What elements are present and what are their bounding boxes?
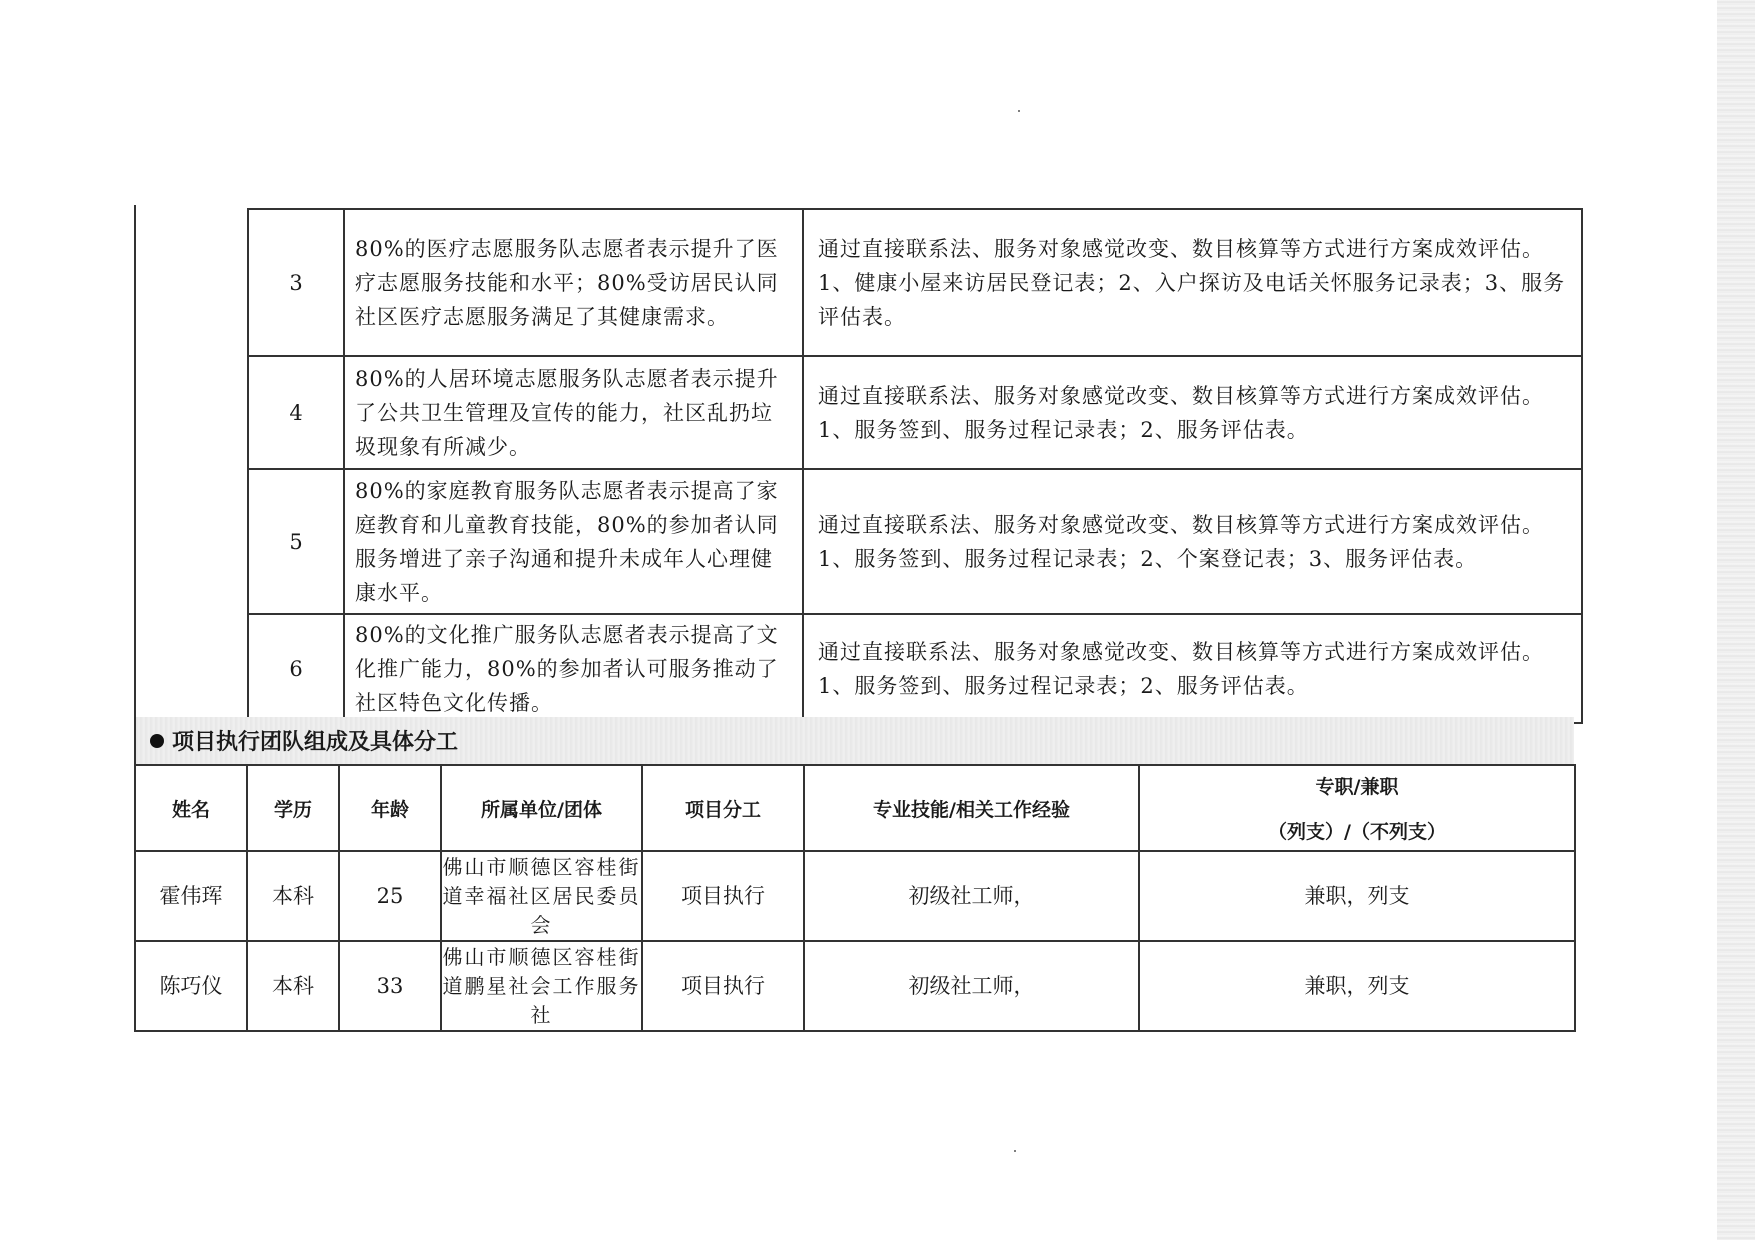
row-number: 5 [248, 469, 344, 614]
header-fulltime-top: 专职/兼职 [1315, 776, 1399, 798]
member-fulltime: 兼职，列支 [1139, 941, 1575, 1031]
outcome-description: 80%的家庭教育服务队志愿者表示提高了家庭教育和儿童教育技能，80%的参加者认同服务增进了亲子沟通和提升未成年人心理健康水平。 [344, 469, 803, 614]
bullet-icon [150, 734, 164, 748]
table-row [248, 469, 1582, 614]
member-age: 33 [339, 941, 441, 1031]
header-name: 姓名 [135, 765, 247, 851]
evaluation-method: 通过直接联系法、服务对象感觉改变、数目核算等方式进行方案成效评估。1、服务签到、服务过程记录表；2、服务评估表。 [803, 614, 1582, 723]
header-age: 年龄 [339, 765, 441, 851]
member-unit: 佛山市顺德区容桂街道幸福社区居民委员会 [441, 851, 642, 941]
header-fulltime [1139, 765, 1575, 851]
header-role: 项目分工 [642, 765, 804, 851]
scan-speck [1018, 110, 1020, 112]
outcome-description: 80%的医疗志愿服务队志愿者表示提升了医疗志愿服务技能和水平；80%受访居民认同社区医疗志愿服务满足了其健康需求。 [344, 209, 803, 356]
row-number: 3 [248, 209, 344, 356]
row-number: 4 [248, 356, 344, 469]
member-name: 霍伟珲 [135, 851, 247, 941]
scan-edge-texture [1717, 0, 1755, 1240]
member-education: 本科 [247, 851, 339, 941]
member-role: 项目执行 [642, 851, 804, 941]
header-education: 学历 [247, 765, 339, 851]
table-row [135, 941, 1575, 1031]
team-table [134, 764, 1576, 1032]
member-unit: 佛山市顺德区容桂街道鹏星社会工作服务社 [441, 941, 642, 1031]
evaluation-method: 通过直接联系法、服务对象感觉改变、数目核算等方式进行方案成效评估。1、服务签到、服务过程记录表；2、个案登记表；3、服务评估表。 [803, 469, 1582, 614]
member-role: 项目执行 [642, 941, 804, 1031]
table-row [248, 356, 1582, 469]
section-title: 项目执行团队组成及具体分工 [172, 730, 459, 755]
member-education: 本科 [247, 941, 339, 1031]
member-skills: 初级社工师， [804, 941, 1139, 1031]
row-number: 6 [248, 614, 344, 723]
outcome-description: 80%的文化推广服务队志愿者表示提高了文化推广能力，80%的参加者认可服务推动了社区特色文化传播。 [344, 614, 803, 723]
team-section-header [134, 717, 1574, 764]
table-row [248, 614, 1582, 723]
member-skills: 初级社工师， [804, 851, 1139, 941]
table-row [135, 851, 1575, 941]
outcome-table [247, 208, 1583, 724]
table-header-row [135, 765, 1575, 851]
left-border-rule [134, 205, 136, 717]
member-age: 25 [339, 851, 441, 941]
outcome-description: 80%的人居环境志愿服务队志愿者表示提升了公共卫生管理及宣传的能力，社区乱扔垃圾现象有所减少。 [344, 356, 803, 469]
evaluation-method: 通过直接联系法、服务对象感觉改变、数目核算等方式进行方案成效评估。1、健康小屋来访居民登记表；2、入户探访及电话关怀服务记录表；3、服务评估表。 [803, 209, 1582, 356]
header-skills: 专业技能/相关工作经验 [804, 765, 1139, 851]
member-fulltime: 兼职，列支 [1139, 851, 1575, 941]
evaluation-method: 通过直接联系法、服务对象感觉改变、数目核算等方式进行方案成效评估。1、服务签到、服务过程记录表；2、服务评估表。 [803, 356, 1582, 469]
header-unit: 所属单位/团体 [441, 765, 642, 851]
member-name: 陈巧仪 [135, 941, 247, 1031]
scan-speck [1014, 1150, 1016, 1152]
table-row [248, 209, 1582, 356]
header-fulltime-bottom: （列支）/（不列支） [1268, 821, 1446, 843]
